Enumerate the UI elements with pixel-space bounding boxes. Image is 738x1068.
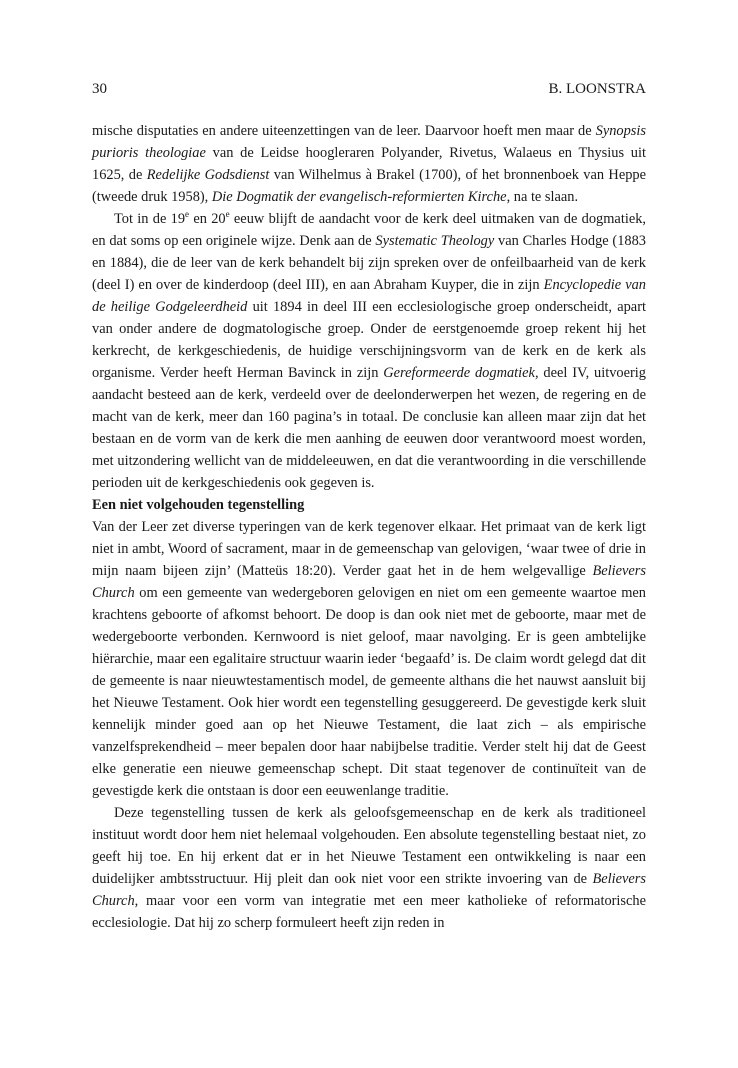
page-header: [92, 80, 646, 98]
section-heading: Een niet volgehouden tegenstelling: [92, 497, 305, 513]
paragraph-1: mische disputaties en andere uiteenzettingen van de leer. Daarvoor hoeft men maar de Synopsis purioris theologiae van de Leidse hoogleraren Polyander, Rivetus, Walaeus en Thysius uit 1625, de Redelijke Godsdienst van Wilhelmus à Brakel (1700), of het bronnenboek van Heppe (tweede druk 1958), Die Dogmatik der evangelisch-reformierten Kirche, na te slaan.: [92, 123, 646, 205]
paragraph-3: Van der Leer zet diverse typeringen van de kerk tegenover elkaar. Het primaat van de kerk ligt niet in ambt, Woord of sacrament, maar in de gemeenschap van gelovigen, ‘waar twee of drie in mijn naam bijeen zijn’ (Matteüs 18:20). Verder gaat het in de hem welgevallige Believers Church om een gemeente van wedergeboren gelovigen en niet om een gemeente waartoe men krachtens geboorte of afkomst behoort. De doop is dan ook niet met de geboorte, maar met de wedergeboorte verbonden. Kernwoord is niet geloof, maar navolging. Er is geen ambtelijke hiërarchie, maar een egalitaire structuur waarin ieder ‘begaafd’ is. De claim wordt gelegd dat dit de gemeente is naar nieuwtestamentisch model, de gemeente althans die het nauwst aansluit bij het Nieuwe Testament. Ook hier wordt een tegenstelling gesuggereerd. De gevestigde kerk sluit kennelijk minder goed aan op het Nieuwe Testament, die laat zich – als empirische vanzelfsprekendheid – meer bepalen door haar nabijbelse traditie. Verder stelt hij dat de Geest elke generatie een nieuwe gemeenschap schept. Dit staat tegenover de continuïteit van de gevestigde kerk die ontstaan is door een eeuwenlange traditie.: [92, 519, 646, 799]
body-text: [92, 120, 646, 934]
paragraph-4: Deze tegenstelling tussen de kerk als geloofsgemeenschap en de kerk als traditioneel instituut wordt door hem niet helemaal volgehouden. Een absolute tegenstelling bestaat niet, zo geeft hij toe. En hij erkent dat er in het Nieuwe Testament een ontwikkeling is naar een duidelijker ambtsstructuur. Hij pleit dan ook niet voor een strikte invoering van de Believers Church, maar voor een vorm van integratie met een meer katholieke of reformatorische ecclesiologie. Dat hij zo scherp formuleert heeft zijn reden in: [92, 805, 646, 931]
page-number: 30: [92, 81, 107, 97]
paragraph-2: Tot in de 19e en 20e eeuw blijft de aandacht voor de kerk deel uitmaken van de dogmatiek, en dat soms op een originele wijze. Denk aan de Systematic Theology van Charles Hodge (1883 en 1884), die de leer van de kerk behandelt bij zijn spreken over de onfeilbaarheid van de kerk (deel I) en over de kinderdoop (deel III), en aan Abraham Kuyper, die in zijn Encyclopedie van de heilige Godgeleerdheid uit 1894 in deel III een ecclesiologische groep onderscheidt, apart van onder andere de dogmatologische groep. Onder de eerstgenoemde groep rekent hij het kerkrecht, de kerkgeschiedenis, de huidige verschijningsvorm van de kerk en de kerk als organisme. Verder heeft Herman Bavinck in zijn Gereformeerde dogmatiek, deel IV, uitvoerig aandacht besteed aan de kerk, verdeeld over de deelonderwerpen het wezen, de regering en de macht van de kerk, meer dan 160 pagina’s in totaal. De conclusie kan alleen maar zijn dat het bestaan en de vorm van de kerk die men aanhing de eeuwen door verantwoord moest worden, met uitzondering wellicht van de middeleeuwen, en dat die verantwoording in die verschillende perioden uit de kerkgeschiedenis ook gegeven is.: [92, 209, 647, 491]
running-head: B. LOONSTRA: [548, 81, 646, 97]
